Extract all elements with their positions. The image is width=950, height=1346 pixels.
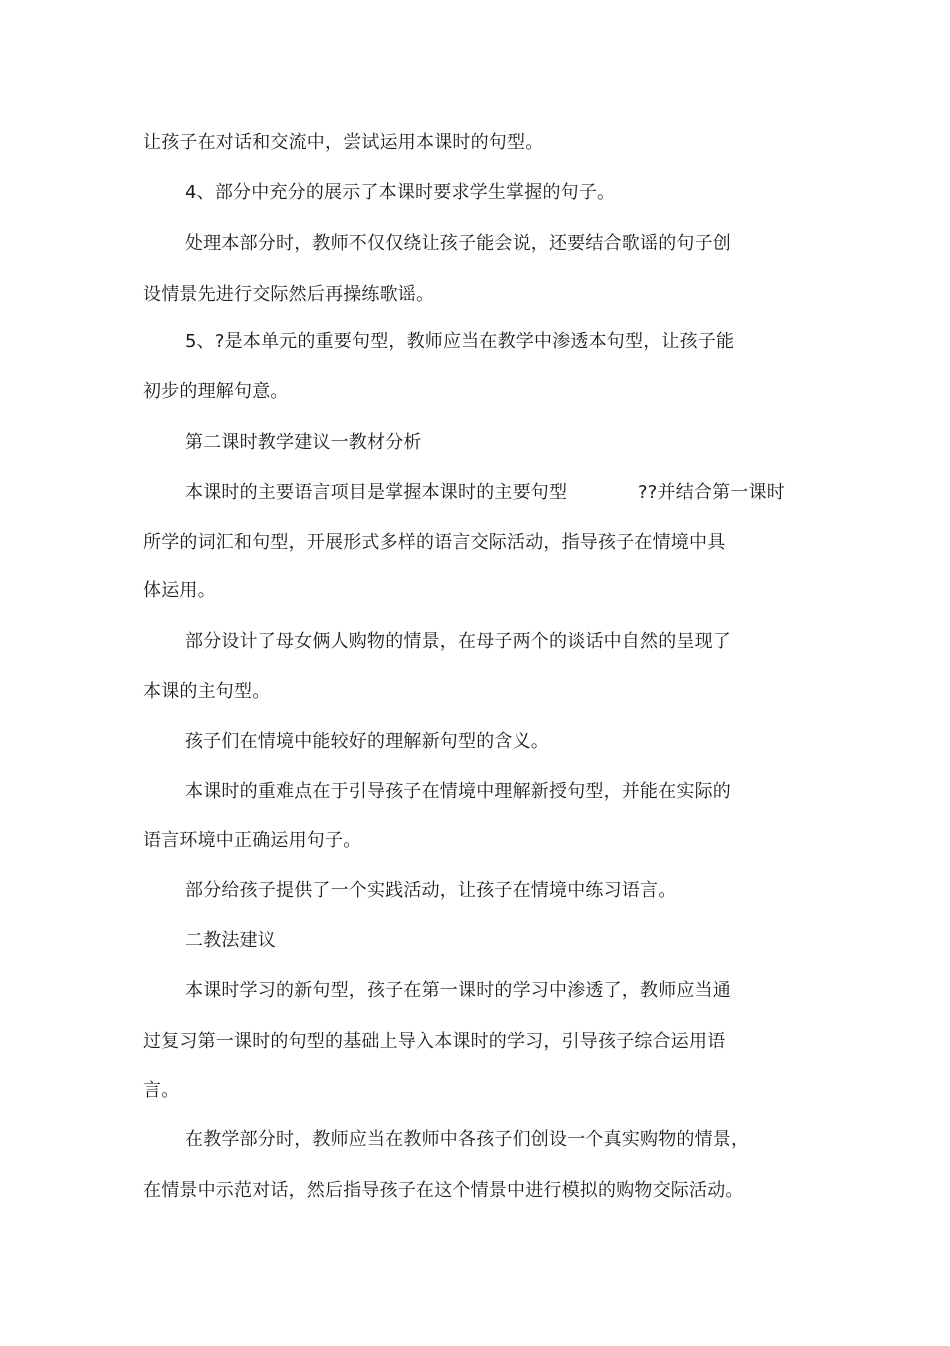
text-line: 言。 <box>143 1080 180 1101</box>
text-line: 部分给孩子提供了一个实践活动，让孩子在情境中练习语言。 <box>185 880 677 901</box>
text-line: 让孩子在对话和交流中，尝试运用本课时的句型。 <box>143 132 544 153</box>
text-line: 本课时的主要语言项目是掌握本课时的主要句型 <box>185 482 568 503</box>
text-line: 孩子们在情境中能较好的理解新句型的含义。 <box>185 731 549 752</box>
text-line: 在教学部分时，教师应当在教师中各孩子们创设一个真实购物的情景， <box>185 1129 750 1150</box>
text-line: 本课的主句型。 <box>143 681 271 702</box>
text-line: 5、?是本单元的重要句型，教师应当在教学中渗透本句型，让孩子能 <box>185 331 735 352</box>
text-line: 所学的词汇和句型，开展形式多样的语言交际活动，指导孩子在情境中具 <box>143 532 726 553</box>
text-line: 在情景中示范对话，然后指导孩子在这个情景中进行模拟的购物交际活动。 <box>143 1180 744 1201</box>
text-line: 处理本部分时，教师不仅仅绕让孩子能会说，还要结合歌谣的句子创 <box>185 233 731 254</box>
text-line: 第二课时教学建议一教材分析 <box>185 432 422 453</box>
text-line: 初步的理解句意。 <box>143 381 289 402</box>
text-line: 4、部分中充分的展示了本课时要求学生掌握的句子。 <box>185 182 616 203</box>
text-line: 体运用。 <box>143 580 216 601</box>
text-line: 设情景先进行交际然后再操练歌谣。 <box>143 284 435 305</box>
text-line: 本课时学习的新句型，孩子在第一课时的学习中渗透了，教师应当通 <box>185 980 731 1001</box>
text-line: 过复习第一课时的句型的基础上导入本课时的学习，引导孩子综合运用语 <box>143 1031 726 1052</box>
text-line: 语言环境中正确运用句子。 <box>143 830 362 851</box>
text-line: 二教法建议 <box>185 930 276 951</box>
text-line: 本课时的重难点在于引导孩子在情境中理解新授句型，并能在实际的 <box>185 781 731 802</box>
text-line: 部分设计了母女俩人购物的情景，在母子两个的谈话中自然的呈现了 <box>185 631 731 652</box>
text-line: ??并结合第一课时 <box>638 482 785 503</box>
